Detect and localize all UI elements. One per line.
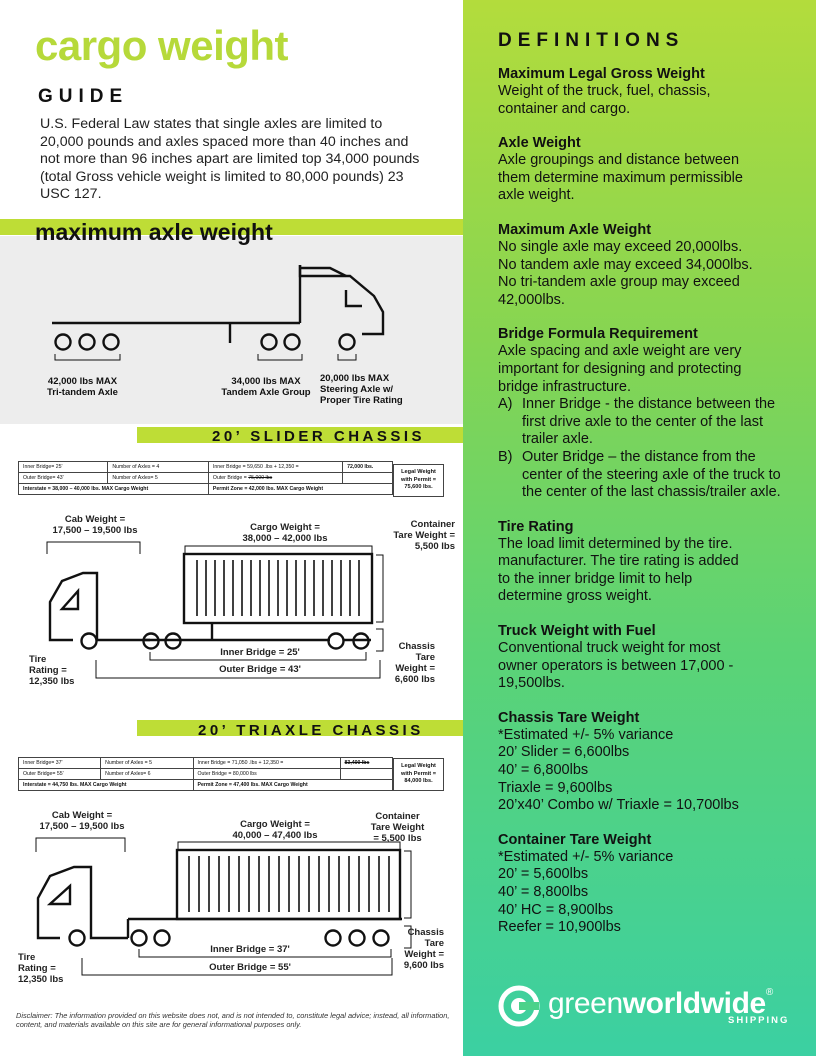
def-bridge-item-b: B) Outer Bridge – the distance from the center of the steering axle of the truck to the center of the last chassis/trailer axle. (498, 448, 781, 501)
triaxle-title: 20’ TRIAXLE CHASSIS (198, 722, 424, 739)
triaxle-tire-rating: Tire Rating = 12,350 lbs (18, 952, 64, 985)
slider-chassis-tare: Chassis Tare Weight = 6,600 lbs (394, 641, 435, 685)
definitions-panel (463, 0, 816, 1056)
intro-paragraph: U.S. Federal Law states that single axles are limited to 20,000 pounds and axles spaced more than 40 inches and not more than 96 inches apart are limited top 34,000 pounds (total Gross vehicle weight is limited to 80,000 pounds) 23 USC 127. (40, 116, 420, 202)
page-title: cargo weight (35, 22, 289, 69)
triaxle-inner-bridge: Inner Bridge = 37' (210, 944, 290, 955)
slider-title: 20’ SLIDER CHASSIS (212, 428, 426, 445)
logo-shipping: SHIPPING (728, 1015, 790, 1026)
def-tire-rating: Tire Rating The load limit determined by the tire. manufacturer. The tire rating is added to the inner bridge limit to help determine gross weight. (498, 518, 739, 605)
def-bridge-formula: Bridge Formula Requirement Axle spacing and axle weight are very important for designing and protecting bridge infrastructure. A) Inner Bridge - the distance between the first drive axle to the center of the last trailer axle. B) Outer Bridge – the distance from the center of the steering axle of the truck to the center of the last chassis/trailer axle. (498, 326, 798, 501)
slider-container-tare: Container Tare Weight = 5,500 lbs (393, 519, 455, 552)
def-axle-weight: Axle Weight Axle groupings and distance between them determine maximum permissible axle weight. (498, 135, 743, 204)
def-max-axle-weight: Maximum Axle Weight No single axle may exceed 20,000lbs. No tandem axle may exceed 34,000lbs. No tri-tandem axle group may exceed 42,000lbs. (498, 221, 753, 308)
slider-cargo-weight: Cargo Weight = 38,000 – 42,000 lbs (242, 522, 328, 544)
def-chassis-tare: Chassis Tare Weight *Estimated +/- 5% variance 20’ Slider = 6,600lbs 40’ = 6,800lbs Triaxle = 9,600lbs 20’x40’ Combo w/ Triaxle = 10,700lbs (498, 709, 739, 814)
definitions-heading: DEFINITIONS (498, 30, 685, 51)
triaxle-cab-weight: Cab Weight = 17,500 – 19,500 lbs (39, 810, 125, 832)
tandem-label: 34,000 lbs MAX Tandem Axle Group (221, 376, 311, 398)
tri-tandem-label: 42,000 lbs MAX Tri-tandem Axle (47, 376, 118, 398)
greenworldwide-logo (498, 985, 798, 1029)
globe-icon (498, 985, 540, 1027)
max-axle-title: maximum axle weight (35, 219, 273, 245)
steer-label: 20,000 lbs MAX Steering Axle w/ Proper Tire Rating (320, 373, 403, 406)
slider-bridge-table: Inner Bridge= 25' Number of Axles = 4 Inner Bridge = 59,650 .lbs + 12,350 = 72,000 lbs. Outer Bridge= 43' Number of Axles= 5 Outer Bridge = 75,000 lbs Interstate = 38,000 – 40,000 lbs. MAX Cargo Weight Permit Zone = 42,000 lbs. MAX Cargo Weight (18, 461, 393, 495)
triaxle-container-tare: Container Tare Weight = 5,500 lbs (370, 811, 425, 844)
def-bridge-item-a: A) Inner Bridge - the distance between the first drive axle to the center of the last trailer axle. (498, 396, 776, 448)
slider-legal-weight: Legal Weight with Permit = 75,600 lbs. (393, 464, 444, 497)
logo-wordmark: greenworldwide® (548, 987, 773, 1020)
page-subtitle: GUIDE (38, 86, 129, 107)
triaxle-chassis-tare: Chassis Tare Weight = 9,600 lbs (403, 927, 444, 971)
slider-outer-bridge: Outer Bridge = 43' (219, 664, 301, 675)
slider-inner-bridge: Inner Bridge = 25' (220, 647, 300, 658)
triaxle-legal-weight: Legal Weight with Permit = 84,000 lbs. (393, 758, 444, 791)
disclaimer: Disclaimer: The information provided on this website does not, and is not intended to, constitute legal advice; instead, all information, content, and materials available on this site are for general informational purposes only. (16, 1011, 450, 1029)
def-container-tare: Container Tare Weight *Estimated +/- 5% variance 20’ = 5,600lbs 40’ = 8,800lbs 40’ HC = 8,900lbs Reefer = 10,900lbs (498, 831, 674, 936)
triaxle-cargo-weight: Cargo Weight = 40,000 – 47,400 lbs (232, 819, 318, 841)
triaxle-outer-bridge: Outer Bridge = 55' (209, 962, 291, 973)
triaxle-bridge-table: Inner Bridge= 37' Number of Axles = 5 Inner Bridge = 71,050 .lbs + 12,350 = 83,400 lbs Outer Bridge= 55' Number of Axles= 6 Outer Bridge = 80,000 lbs Interstate = 44,750 lbs. MAX Cargo Weight Permit Zone = 47,400 lbs. MAX Cargo Weight (18, 757, 393, 791)
slider-cab-weight: Cab Weight = 17,500 – 19,500 lbs (52, 514, 138, 536)
def-truck-fuel: Truck Weight with Fuel Conventional truck weight for most owner operators is between 17,000 - 19,500lbs. (498, 623, 734, 692)
def-gross-weight: Maximum Legal Gross Weight Weight of the truck, fuel, chassis, container and cargo. (498, 66, 711, 117)
slider-tire-rating: Tire Rating = 12,350 lbs (29, 654, 75, 687)
